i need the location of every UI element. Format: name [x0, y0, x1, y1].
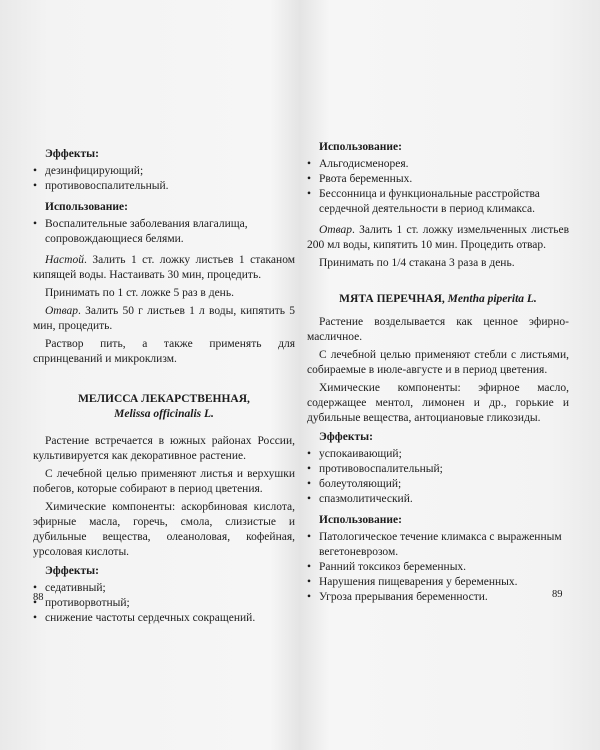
latin-name: Melissa officinalis L. — [114, 408, 214, 420]
usage-list — [307, 157, 569, 217]
list-item: • Угроза прерывания беременности. — [307, 590, 569, 605]
list-item: • успокаивающий; — [307, 447, 569, 462]
paragraph: Растение возделывается как ценное эфирно-масличное. — [307, 316, 569, 343]
effects-list — [33, 164, 295, 194]
list-item: • спазмолитический. — [307, 492, 569, 507]
list-item: • Рвота беременных. — [307, 172, 569, 187]
paragraph: Принимать по 1/4 стакана 3 раза в день. — [319, 257, 515, 269]
list-item: • дезинфицирующий; — [33, 164, 295, 179]
paragraph-text: . Залить 50 г листьев 1 л воды, кипятить 5 мин, процедить. — [33, 305, 295, 332]
right-page — [307, 136, 569, 611]
list-item: • Воспалительные заболевания влагалища, сопровождающиеся белями. — [33, 217, 295, 247]
list-item: • противовоспалительный. — [33, 179, 295, 194]
list-item: • Нарушения пищеварения у беременных. — [307, 575, 569, 590]
paragraph: Химические компоненты: эфирное масло, содержащее ментол, лимонен и др., горькие и дубильные вещества, антоциановые гликозиды. — [307, 382, 569, 424]
paragraph: Растение встречается в южных районах России, культивируется как декоративное растение. — [33, 435, 295, 462]
page-number: 89 — [552, 589, 563, 600]
paragraph-infusion — [33, 253, 295, 283]
paragraph: Принимать по 1 ст. ложке 5 раз в день. — [45, 287, 234, 299]
list-item: • седативный; — [33, 581, 295, 596]
usage-list — [307, 530, 569, 605]
page-number: 88 — [33, 592, 44, 603]
usage-heading: Использование: — [45, 201, 128, 213]
left-page — [33, 143, 295, 632]
list-item: • Бессонница и функциональные расстройства сердечной деятельности в период климакса. — [307, 187, 569, 217]
effects-heading: Эффекты: — [45, 148, 99, 160]
usage-heading: Использование: — [319, 141, 402, 153]
list-item: • Альгодисменорея. — [307, 157, 569, 172]
paragraph-lead: Настой — [45, 254, 84, 266]
usage-heading: Использование: — [319, 514, 402, 526]
section-title: МЕЛИССА ЛЕКАРСТВЕННАЯ, — [78, 393, 250, 405]
paragraph-lead: Отвар — [45, 305, 79, 317]
paragraph-decoction — [33, 304, 295, 334]
list-item: • Патологическое течение климакса с выраженным вегетоневрозом. — [307, 530, 569, 560]
effects-heading: Эффекты: — [319, 431, 373, 443]
paragraph: Раствор пить, а также применять для спринцеваний и микроклизм. — [33, 338, 295, 365]
paragraph: С лечебной целью применяют листья и верхушки побегов, которые собирают в период цветения. — [33, 468, 295, 495]
paragraph-text: . Залить 1 ст. ложку листьев 1 стаканом кипящей воды. Настаивать 30 мин, процедить. — [33, 254, 295, 281]
paragraph-lead: Отвар — [319, 224, 353, 236]
effects-list — [307, 447, 569, 507]
effects-heading: Эффекты: — [45, 565, 99, 577]
paragraph-decoction — [307, 223, 569, 253]
list-item: • противовоспалительный; — [307, 462, 569, 477]
latin-name: Mentha piperita L. — [447, 293, 537, 305]
list-item: • болеутоляющий; — [307, 477, 569, 492]
paragraph: С лечебной целью применяют стебли с листьями, собираемые в июле-августе и в период цветения. — [307, 349, 569, 376]
list-item: • противорвотный; — [33, 596, 295, 611]
list-item: • снижение частоты сердечных сокращений. — [33, 611, 295, 626]
section-title-text: МЯТА ПЕРЕЧНАЯ, — [339, 293, 445, 305]
list-item: • Ранний токсикоз беременных. — [307, 560, 569, 575]
section-title — [307, 292, 569, 307]
paragraph-text: . Залить 1 ст. ложку измельченных листьев 200 мл воды, кипятить 10 мин. Процедить отвар. — [307, 224, 569, 251]
usage-list — [33, 217, 295, 247]
effects-list — [33, 581, 295, 626]
paragraph: Химические компоненты: аскорбиновая кислота, эфирные масла, горечь, смола, слизистые и дубильные вещества, олеаноловая, кофейная, урсоловая кислоты. — [33, 501, 295, 558]
